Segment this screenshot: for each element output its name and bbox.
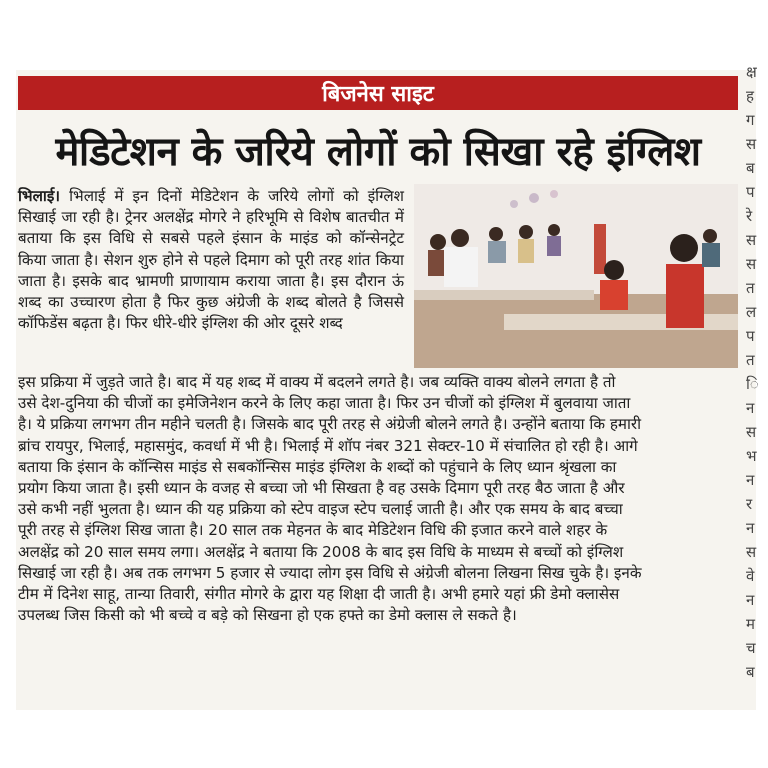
adjacent-column-edge bbox=[740, 60, 768, 700]
article-line: अलक्षेंद्र को 20 साल समय लगा। अलक्षेंद्र ने बताया कि 2008 के बाद इस विधि के माध्यम से बच्चों को इंग्लिश bbox=[18, 542, 624, 561]
edge-char: स bbox=[746, 255, 757, 273]
edge-char: स bbox=[746, 423, 757, 441]
article-line: पूरी तरह से इंग्लिश सिख जाता है। 20 साल तक मेहनत के बाद मेडिटेशन विधि की इजात करने वाले शहर के bbox=[18, 521, 608, 540]
edge-char: न bbox=[746, 471, 755, 489]
article-line: ब्रांच रायपुर, भिलाई, महासमुंद, कवर्धा में भी है। भिलाई में शॉप नंबर 321 सेक्टर-10 में संचालित हो रही है। आगे bbox=[18, 436, 638, 455]
article-line: उच्चारण होता है फिर कुछ अंग्रेजी के शब्द बोलते है जिससे bbox=[70, 293, 404, 312]
article-full-width-text bbox=[18, 372, 738, 626]
edge-char: वे bbox=[746, 567, 755, 585]
article-line: उसे देश-दुनिया की चीजों का इमेजिनेशन करने के लिए कहा जाता है। फिर उन चीजों को इंग्लिश में बुलवाया जाता bbox=[18, 394, 631, 413]
edge-char: ग bbox=[746, 111, 755, 129]
newspaper-clipping bbox=[16, 70, 756, 710]
edge-char: ब bbox=[746, 663, 755, 681]
edge-char: भ bbox=[746, 447, 757, 465]
article-line: टीम में दिनेश साहू, तान्या तिवारी, संगीत मोगरे के द्वारा यह शिक्षा दी जाती है। अभी हमारे यहां फ्री डेमो क्लासेस bbox=[18, 585, 620, 604]
classroom-photo-illustration bbox=[414, 184, 738, 368]
article-line: उसे कभी नहीं भुलता है। ध्यान की यह प्रक्रिया को स्टेप वाइज स्टेप चलाई जाती है। और एक समय के बाद बच्चा bbox=[18, 500, 623, 519]
edge-char: ल bbox=[746, 303, 757, 321]
edge-char: ि bbox=[746, 375, 759, 393]
edge-char: स bbox=[746, 135, 757, 153]
edge-char: स bbox=[746, 543, 757, 561]
article-line: उपलब्ध जिस किसी को भी बच्चे व बड़े को सिखना हो एक हफ्ते का डेमो क्लास ले सकते है। bbox=[18, 606, 517, 625]
edge-char: प bbox=[746, 327, 755, 345]
edge-char: न bbox=[746, 399, 755, 417]
edge-char: र bbox=[746, 495, 753, 513]
article-line: सिखाई जा रही है। अब तक लगभग 5 हजार से ज्यादा लोग इस विधि से अंग्रेजी बोलना लिखना सिख चुके है। इनके bbox=[18, 563, 642, 582]
edge-char: त bbox=[746, 279, 755, 297]
dateline: भिलाई। bbox=[18, 187, 61, 205]
edge-char: ब bbox=[746, 159, 755, 177]
article-line: प्रयोग किया जाता है। इसी ध्यान के वजह से बच्चा जो भी सिखता है वह उसके दिमाग पूरी तरह बैठ जाता है और bbox=[18, 479, 625, 498]
headline: मेडिटेशन के जरिये लोगों को सिखा रहे इंग्लिश bbox=[55, 128, 701, 175]
section-banner bbox=[18, 76, 738, 110]
article-line: भिलाई में इन दिनों मेडिटेशन के जरिये लोगों को bbox=[69, 187, 359, 205]
edge-char: प bbox=[746, 183, 755, 201]
edge-char: न bbox=[746, 519, 755, 537]
article-column-text bbox=[18, 186, 404, 334]
article-line: बताया कि इंसान के कॉन्सिस माइंड से सबकॉन्सिस माइंड इंग्लिश के शब्दों को पहुंचाने के लिए ध्यान श्रृंखला का bbox=[18, 457, 617, 476]
classroom-photo bbox=[414, 184, 738, 368]
article-line: कॉफिडेंस बढ़ता है। फिर धीरे-धीरे इंग्लिश की ओर दूसरे शब्द bbox=[18, 314, 343, 333]
edge-char: स bbox=[746, 231, 757, 249]
article-line: है। ये प्रक्रिया लगभग तीन महीने चलती है। जिसके बाद पूरी तरह से अंग्रेजी बोलने लगते है। उन्होंने बताया कि हमारी bbox=[18, 415, 642, 434]
edge-char: न bbox=[746, 591, 755, 609]
article-line: पहले दिमाग को पूरी तरह शांत किया जाता है। इसके बाद bbox=[18, 250, 404, 290]
edge-char: रे bbox=[746, 207, 753, 225]
article-line: भ्रामणी प्राणायाम कराया जाता है। इस दौरान ऊं शब्द का bbox=[18, 271, 404, 312]
article-line: विशेष बातचीत में बताया कि इस विधि से सबसे पहले इंसान bbox=[18, 208, 404, 248]
edge-char: क्ष bbox=[746, 63, 757, 81]
edge-char: च bbox=[746, 639, 756, 657]
section-banner-label: बिजनेस साइट bbox=[322, 82, 434, 107]
edge-char: ह bbox=[746, 87, 754, 105]
article-line: के माइंड को कॉन्सेनट्रेट किया जाता है। सेशन शुरु होने से bbox=[18, 229, 404, 269]
edge-char: त bbox=[746, 351, 755, 369]
article-line: इस प्रक्रिया में जुड़ते जाते है। बाद में यह शब्द में वाक्य में बदलने लगते है। जब व्यक्ति वाक्य बोलने लगता है तो bbox=[18, 373, 616, 391]
article-line: इंग्लिश सिखाई जा रही है। ट्रेनर अलक्षेंद्र मोगरे ने हरिभूमि से bbox=[18, 187, 405, 227]
edge-char: म bbox=[746, 615, 755, 633]
